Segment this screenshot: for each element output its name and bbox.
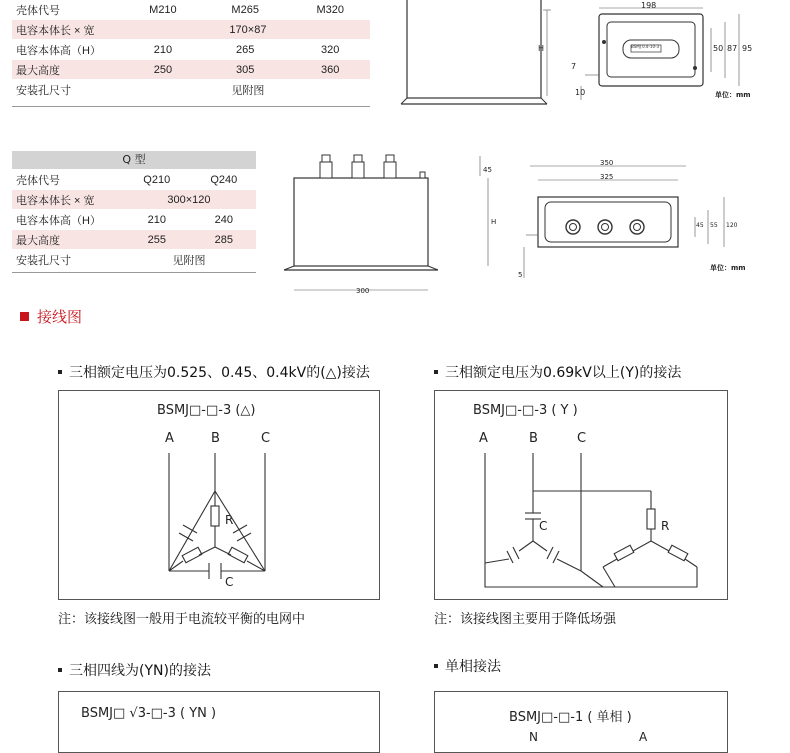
table-cell: M320 bbox=[290, 0, 370, 20]
table-cell: 最大高度 bbox=[12, 60, 126, 80]
table-cell: Q210 bbox=[122, 170, 192, 190]
drawing-m bbox=[395, 0, 790, 112]
table-cell: M265 bbox=[200, 0, 290, 20]
dim-label: 300 bbox=[356, 287, 370, 295]
dim-label: 325 bbox=[600, 173, 614, 181]
table-row bbox=[12, 250, 256, 270]
table-cell: Q240 bbox=[192, 170, 256, 190]
dim-label: 10 bbox=[575, 88, 586, 97]
model-label: BSMJ□ √3-□-3 ( YN ) bbox=[81, 706, 217, 721]
heading-y bbox=[434, 362, 681, 382]
dim-label: 45 bbox=[483, 166, 492, 174]
table-row bbox=[12, 40, 370, 60]
table-cell: 170×87 bbox=[126, 20, 370, 40]
phase-c-label: C bbox=[577, 431, 587, 446]
heading-text: 三相额定电压为0.525、0.45、0.4kV的(△)接法 bbox=[69, 365, 370, 381]
table-row bbox=[12, 230, 256, 250]
table-row bbox=[12, 0, 370, 20]
note-y: 注：该接线图主要用于降低场强 bbox=[434, 612, 617, 627]
table-cell: 265 bbox=[200, 40, 290, 60]
table-row bbox=[12, 190, 256, 210]
table-row bbox=[12, 210, 256, 230]
drawing-q bbox=[280, 150, 790, 300]
spec-table-q bbox=[12, 170, 256, 270]
bullet-icon bbox=[434, 664, 438, 668]
capacitor-label: C bbox=[539, 519, 548, 533]
model-label: BSMJ□-□-3 (△) bbox=[157, 403, 256, 418]
delta-circuit bbox=[59, 391, 379, 599]
dim-label: H bbox=[491, 218, 497, 226]
diagram-delta-box bbox=[58, 390, 380, 600]
heading-text: 单相接法 bbox=[445, 659, 501, 675]
model-label: BSMJ□-□-1 ( 单相 ) bbox=[509, 710, 632, 725]
table-cell: 最大高度 bbox=[12, 230, 122, 250]
resistor-label: R bbox=[661, 519, 670, 533]
table-cell: 255 bbox=[122, 230, 192, 250]
table-cell: 壳体代号 bbox=[12, 170, 122, 190]
table-cell: 305 bbox=[200, 60, 290, 80]
table-cell: 210 bbox=[126, 40, 200, 60]
unit-label: 单位：mm bbox=[715, 91, 751, 99]
capacitor-label: C bbox=[225, 575, 234, 589]
phase-a-label: A bbox=[479, 431, 488, 446]
table-row bbox=[12, 60, 370, 80]
table-row bbox=[12, 80, 370, 100]
bullet-icon bbox=[434, 370, 438, 374]
section-title-text: 接线图 bbox=[37, 308, 83, 326]
unit-label: 单位：mm bbox=[710, 264, 746, 272]
dim-label: 7 bbox=[571, 62, 577, 71]
table-cell: 电容本体高（H） bbox=[12, 210, 122, 230]
table-cell: 210 bbox=[122, 210, 192, 230]
diagram-single-box bbox=[434, 691, 728, 753]
table-cell: 285 bbox=[192, 230, 256, 250]
table-cell: 320 bbox=[290, 40, 370, 60]
bullet-icon bbox=[58, 370, 62, 374]
table-cell: 安装孔尺寸 bbox=[12, 250, 122, 270]
table-row bbox=[12, 170, 256, 190]
heading-yn bbox=[58, 660, 211, 680]
phase-b-label: B bbox=[211, 431, 220, 446]
table-cell: 壳体代号 bbox=[12, 0, 126, 20]
red-square-icon bbox=[20, 312, 29, 321]
note-delta: 注：该接线图一般用于电流较平衡的电网中 bbox=[58, 612, 306, 627]
nameplate-text: BSMJ 0.4-10-3 bbox=[631, 44, 659, 49]
neutral-label: N bbox=[529, 730, 538, 744]
dim-label: 45 bbox=[696, 222, 704, 229]
dim-label: 95 bbox=[742, 44, 753, 53]
table-cell: 安装孔尺寸 bbox=[12, 80, 126, 100]
table-cell: 360 bbox=[290, 60, 370, 80]
dim-label: 55 bbox=[710, 222, 718, 229]
heading-single bbox=[434, 656, 501, 676]
diagram-y-box bbox=[434, 390, 728, 600]
phase-b-label: B bbox=[529, 431, 538, 446]
phase-c-label: C bbox=[261, 431, 271, 446]
table-cell: 电容本体长 × 宽 bbox=[12, 20, 126, 40]
table-cell: 300×120 bbox=[122, 190, 256, 210]
dim-label: 120 bbox=[726, 222, 738, 229]
table-cell: 电容本体长 × 宽 bbox=[12, 190, 122, 210]
table-bottom-rule bbox=[12, 272, 256, 273]
resistor-label: R bbox=[225, 513, 234, 527]
table-cell: 250 bbox=[126, 60, 200, 80]
table-row bbox=[12, 20, 370, 40]
spec-table-m bbox=[12, 0, 370, 100]
phase-a-label: A bbox=[639, 730, 648, 744]
table-cell: 见附图 bbox=[126, 80, 370, 100]
diagram-yn-box bbox=[58, 691, 380, 753]
dim-label: 198 bbox=[641, 1, 657, 10]
section-title bbox=[20, 306, 82, 327]
table-cell: 电容本体高（H） bbox=[12, 40, 126, 60]
heading-delta bbox=[58, 362, 370, 382]
phase-a-label: A bbox=[165, 431, 174, 446]
table-q-title: Q 型 bbox=[12, 151, 256, 169]
heading-text: 三相四线为(YN)的接法 bbox=[69, 663, 211, 679]
model-label: BSMJ□-□-3 ( Y ) bbox=[473, 403, 578, 418]
y-circuit bbox=[435, 391, 727, 599]
table-cell: M210 bbox=[126, 0, 200, 20]
heading-text: 三相额定电压为0.69kV以上(Y)的接法 bbox=[445, 365, 682, 381]
dim-label: 50 bbox=[713, 44, 724, 53]
dim-label: 350 bbox=[600, 159, 614, 167]
dim-label: 87 bbox=[727, 44, 738, 53]
table-cell: 见附图 bbox=[122, 250, 256, 270]
dim-label: H bbox=[538, 44, 545, 53]
table-bottom-rule bbox=[12, 106, 370, 107]
bullet-icon bbox=[58, 668, 62, 672]
dim-label: 5 bbox=[518, 271, 523, 279]
table-cell: 240 bbox=[192, 210, 256, 230]
